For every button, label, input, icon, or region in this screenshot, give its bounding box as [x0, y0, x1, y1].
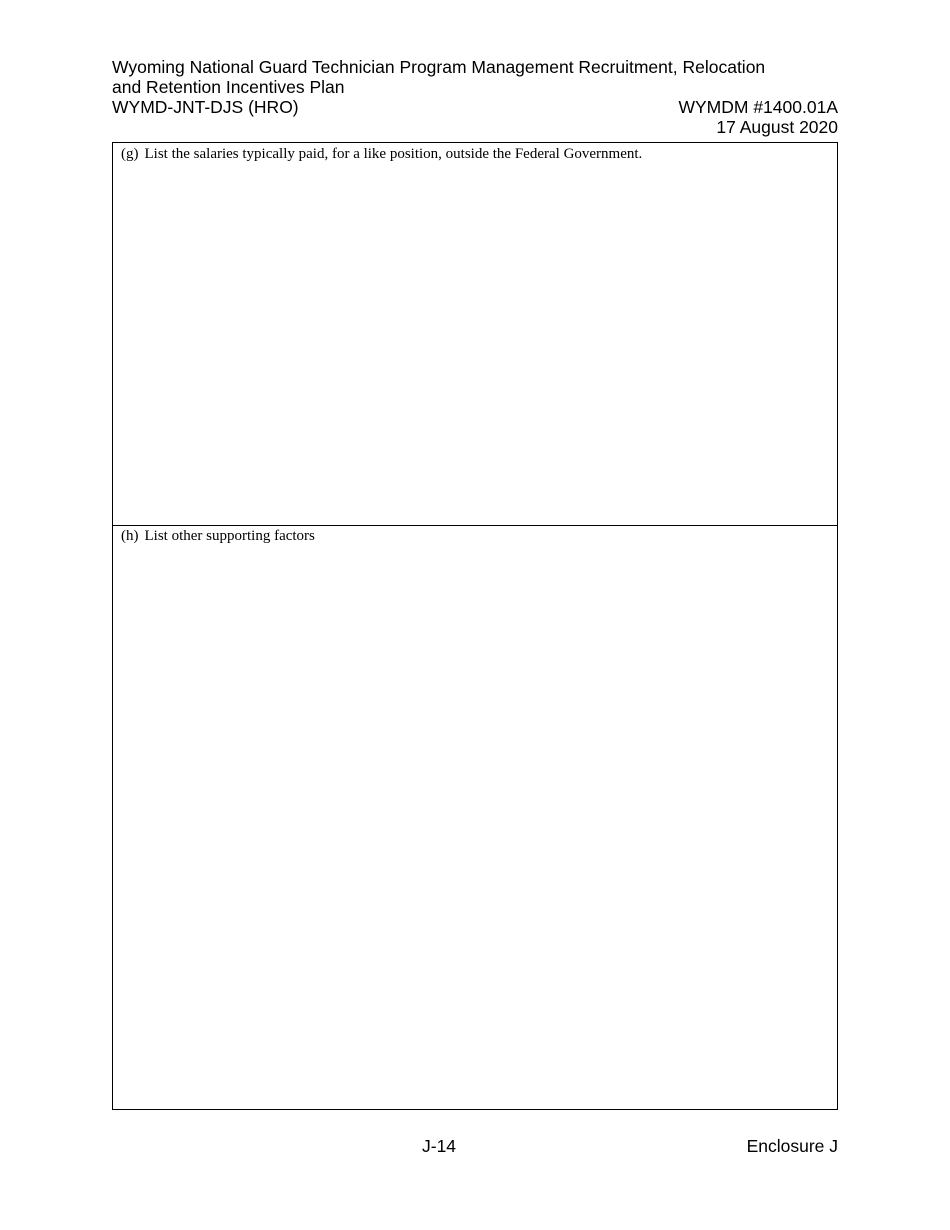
form-table — [112, 142, 838, 1110]
document-title-line-1: Wyoming National Guard Technician Program Management Recruitment, Relocation — [112, 57, 766, 77]
section-h — [113, 526, 837, 1109]
section-g-marker: (g) — [121, 146, 139, 162]
document-number: WYMDM #1400.01A — [678, 97, 838, 117]
section-h-response-area[interactable] — [117, 550, 833, 1105]
document-date: 17 August 2020 — [716, 117, 838, 137]
section-h-prompt-text: List other supporting factors — [144, 528, 315, 544]
document-footer — [112, 1136, 838, 1158]
header-office-row — [112, 97, 838, 117]
header-date-row — [112, 117, 838, 137]
section-g-response-area[interactable] — [117, 167, 833, 521]
section-h-marker: (h) — [121, 528, 139, 544]
office-symbol: WYMD-JNT-DJS (HRO) — [112, 97, 299, 117]
section-g-prompt-text: List the salaries typically paid, for a like position, outside the Federal Government. — [144, 146, 643, 162]
document-header — [112, 57, 838, 137]
section-h-prompt — [121, 527, 315, 545]
page-number: J-14 — [422, 1136, 457, 1156]
section-g — [113, 143, 837, 526]
section-g-prompt — [121, 145, 642, 163]
document-title-line-2: and Retention Incentives Plan — [112, 77, 345, 97]
enclosure-label: Enclosure J — [746, 1136, 838, 1156]
